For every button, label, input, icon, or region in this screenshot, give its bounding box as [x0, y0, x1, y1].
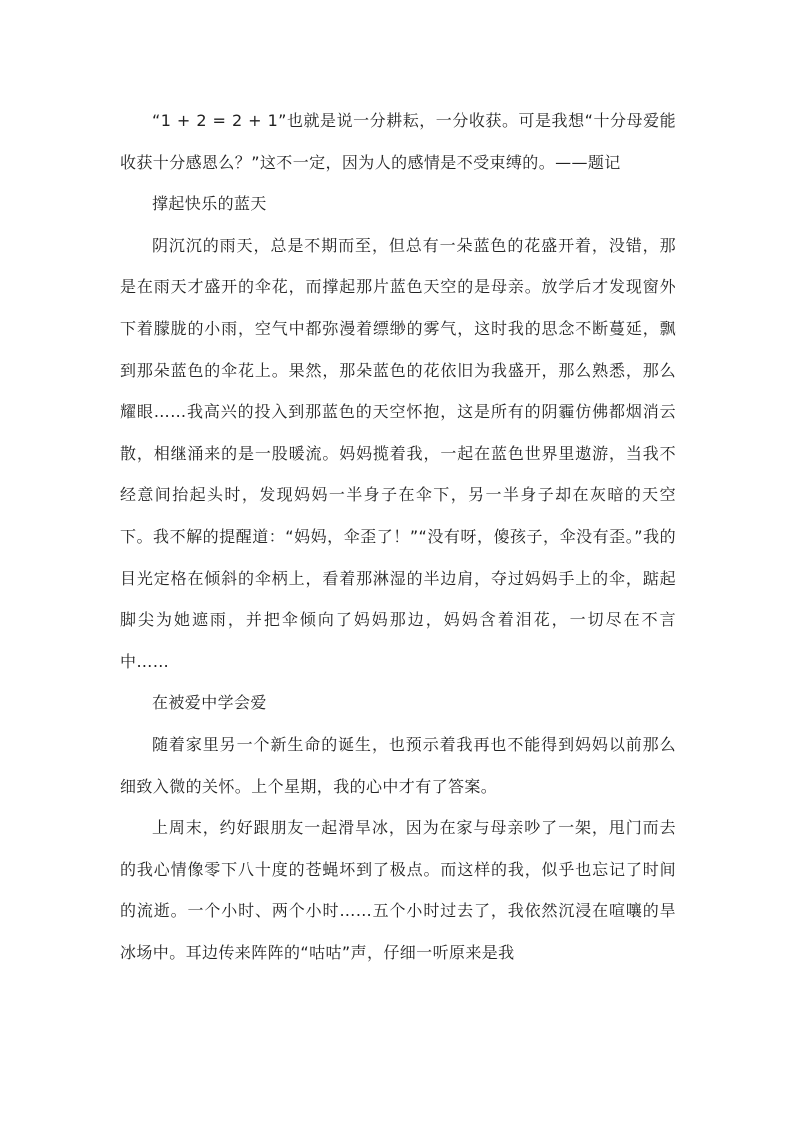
- document-body: [120, 100, 676, 973]
- section-heading-blue-sky: 撑起快乐的蓝天: [152, 194, 267, 214]
- epigraph-paragraph: “1 + 2 = 2 + 1”也就是说一分耕耘，一分收获。可是我想“十分母爱能收获十分感恩么？”这不一定，因为人的感情是不受束缚的。——题记: [120, 111, 676, 172]
- section-heading-learn-to-love: 在被爱中学会爱: [152, 693, 267, 713]
- body-paragraph: 阴沉沉的雨天，总是不期而至，但总有一朵蓝色的花盛开着，没错，那是在雨天才盛开的伞花，而撑起那片蓝色天空的是母亲。放学后才发现窗外下着朦胧的小雨，空气中都弥漫着缥缈的雾气，这时我的思念不断蔓延，飘到那朵蓝色的伞花上。果然，那朵蓝色的花依旧为我盛开，那么熟悉，那么耀眼……我高兴的投入到那蓝色的天空怀抱，这是所有的阴霾仿佛都烟消云散，相继涌来的是一股暖流。妈妈揽着我，一起在蓝色世界里遨游，当我不经意间抬起头时，发现妈妈一半身子在伞下，另一半身子却在灰暗的天空下。我不解的提醒道：“妈妈，伞歪了！”“没有呀，傻孩子，伞没有歪。”我的目光定格在倾斜的伞柄上，看着那淋湿的半边肩，夺过妈妈手上的伞，踮起脚尖为她遮雨，并把伞倾向了妈妈那边，妈妈含着泪花，一切尽在不言中……: [120, 235, 676, 671]
- body-paragraph: 随着家里另一个新生命的诞生，也预示着我再也不能得到妈妈以前那么细致入微的关怀。上个星期，我的心中才有了答案。: [120, 734, 676, 796]
- body-paragraph: 上周末，约好跟朋友一起滑旱冰，因为在家与母亲吵了一架，甩门而去的我心情像零下八十度的苍蝇坏到了极点。而这样的我，似乎也忘记了时间的流逝。一个小时、两个小时……五个小时过去了，我依然沉浸在喧嚷的旱冰场中。耳边传来阵阵的“咕咕”声，仔细一听原来是我: [120, 818, 676, 962]
